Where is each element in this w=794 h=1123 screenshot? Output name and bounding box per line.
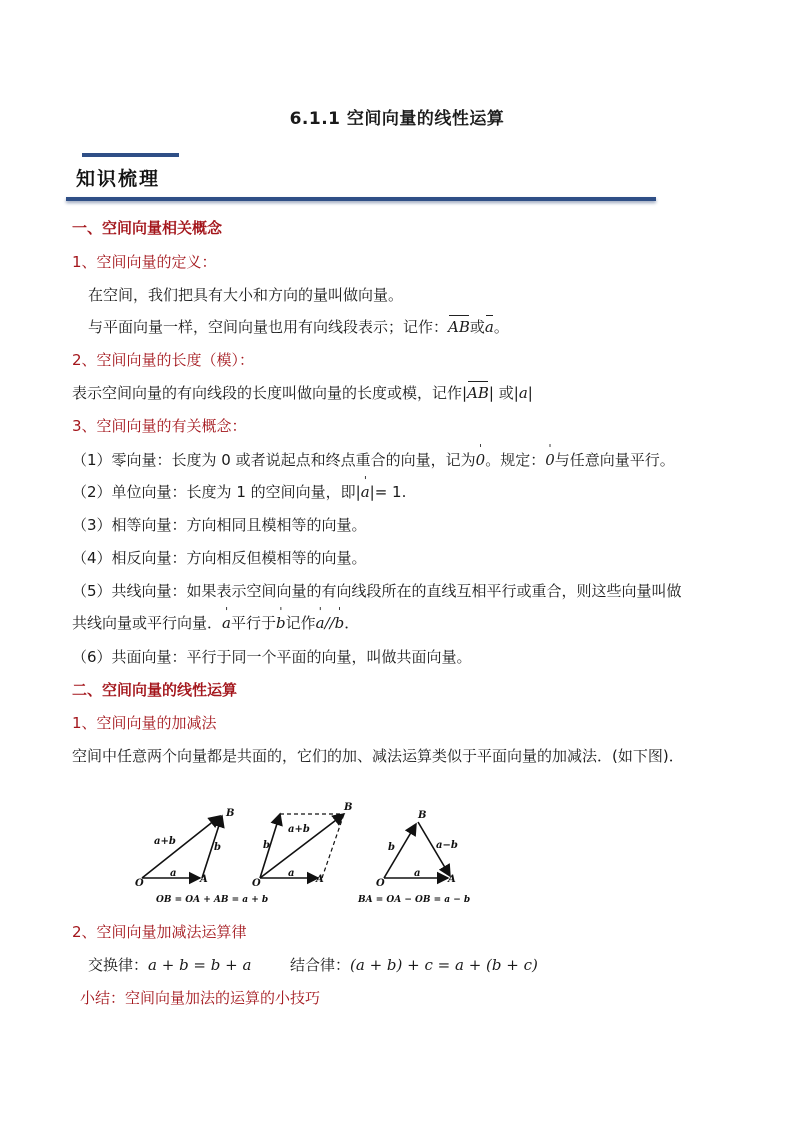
summary-tip: 小结：空间向量加法的运算的小技巧: [80, 989, 321, 1007]
commutative-expression: a + b = b + a: [148, 956, 252, 974]
concept-collinear-notation: [72, 613, 359, 633]
fig3-caption: BA = OA − OB = a − b: [358, 895, 471, 905]
add-sub-heading: 1、空间向量的加减法: [72, 714, 217, 732]
fig3-b-vector-label: b: [388, 842, 395, 853]
add-sub-text: 空间中任意两个向量都是共面的，它们的加、减法运算类似于平面向量的加减法．(如下图)．: [72, 747, 684, 765]
collinear-end: ．: [344, 614, 360, 632]
section-header-bottom-bar: [66, 197, 656, 201]
parallel-symbol: //: [324, 614, 335, 632]
fig2-a-vector-label: a: [288, 868, 295, 879]
commutative-label: 交换律：: [88, 956, 149, 974]
fig3-a-label: A: [448, 874, 456, 885]
concept-opposite-vectors: （4）相反向量：方向相反但模相等的向量。: [72, 549, 367, 567]
fig2-b-label: B: [344, 802, 353, 813]
fig1-sum-label: a+b: [154, 836, 176, 847]
vector-figures: [130, 798, 490, 910]
notation-end: 。: [493, 318, 509, 336]
zero-vector-mid: 。规定：: [485, 451, 546, 469]
collinear-prefix: 共线向量或平行向量．: [72, 614, 223, 632]
concepts-heading: 3、空间向量的有关概念：: [72, 417, 247, 435]
section-header-top-bar: [82, 153, 179, 157]
fig1-b-label: B: [226, 808, 235, 819]
collinear-rel-a: ' a: [316, 613, 325, 633]
collinear-rel-b: ' b: [335, 613, 345, 633]
concept-collinear-vectors: （5）共线向量：如果表示空间向量的有向线段所在的直线互相平行或重合，则这些向量叫做: [72, 582, 682, 600]
definition-heading: 1、空间向量的定义：: [72, 253, 217, 271]
fig1-b-vector-label: b: [214, 842, 221, 853]
fig1-a-label: A: [200, 874, 208, 885]
fig1-caption: OB = OA + AB = a + b: [156, 895, 269, 905]
fig2-o-label: O: [252, 878, 261, 889]
unit-vector-end: |= 1.: [369, 483, 407, 501]
fig1-a-vector-label: a: [170, 868, 177, 879]
laws-heading: 2、空间向量加减法运算律: [72, 923, 247, 941]
definition-text: 在空间，我们把具有大小和方向的量叫做向量。: [88, 286, 404, 304]
fig2-sum-label: a+b: [288, 824, 310, 835]
figure-triangle-addition: [135, 808, 268, 905]
collinear-a: ' a: [222, 613, 231, 633]
part1-heading: 一、空间向量相关概念: [72, 219, 223, 237]
length-mid: | 或|: [488, 384, 519, 402]
associative-law: [290, 955, 538, 975]
associative-label: 结合律：: [290, 956, 351, 974]
notation-text: [88, 317, 509, 337]
collinear-parallel-to: 平行于: [230, 614, 276, 632]
fig3-diff-label: a−b: [436, 840, 458, 851]
fig1-o-label: O: [135, 878, 144, 889]
length-end: |: [527, 384, 533, 402]
length-text: [72, 383, 533, 403]
zero-vector-prefix: （1）零向量：长度为 0 或者说起点和终点重合的向量，记为: [72, 451, 476, 469]
zero-vector-end: 与任意向量平行。: [554, 451, 675, 469]
fig3-a-vector-label: a: [414, 868, 421, 879]
fig3-b-label: B: [418, 810, 427, 821]
figure-subtraction: [357, 810, 470, 905]
vector-a: a: [484, 318, 494, 336]
notation-or: 或: [469, 318, 485, 336]
page-title: 6.1.1 空间向量的线性运算: [289, 109, 505, 129]
length-prefix: 表示空间向量的有向线段的长度叫做向量的长度或模，记作|: [72, 384, 468, 402]
concept-coplanar-vectors: （6）共面向量：平行于同一个平面的向量，叫做共面向量。: [72, 648, 472, 666]
collinear-b: ' b: [276, 613, 286, 633]
fig2-a-label: A: [316, 874, 324, 885]
unit-vector-symbol: ' a: [361, 482, 370, 502]
zero-vector-symbol: ' 0: [476, 450, 486, 470]
concept-unit-vector: [72, 482, 406, 502]
vector-ab: AB: [448, 318, 470, 336]
zero-vector-symbol-2: ' 0: [545, 450, 555, 470]
vector-a-length: a: [518, 384, 528, 402]
associative-expression: (a + b) + c = a + (b + c): [350, 956, 538, 974]
concept-equal-vectors: （3）相等向量：方向相同且模相等的向量。: [72, 516, 367, 534]
vector-ab-length: AB: [467, 384, 489, 402]
unit-vector-prefix: （2）单位向量：长度为 1 的空间向量，即|: [72, 483, 361, 501]
collinear-written-as: 记作: [285, 614, 316, 632]
section-header: 知识梳理: [76, 168, 161, 190]
length-heading: 2、空间向量的长度（模）：: [72, 351, 255, 369]
fig2-b-vector-label: b: [263, 840, 270, 851]
figure-parallelogram-addition: [252, 802, 352, 889]
notation-prefix: 与平面向量一样，空间向量也用有向线段表示；记作：: [88, 318, 449, 336]
fig3-o-label: O: [376, 878, 385, 889]
concept-zero-vector: [72, 450, 675, 470]
commutative-law: [88, 955, 251, 975]
part2-heading: 二、空间向量的线性运算: [72, 681, 238, 699]
